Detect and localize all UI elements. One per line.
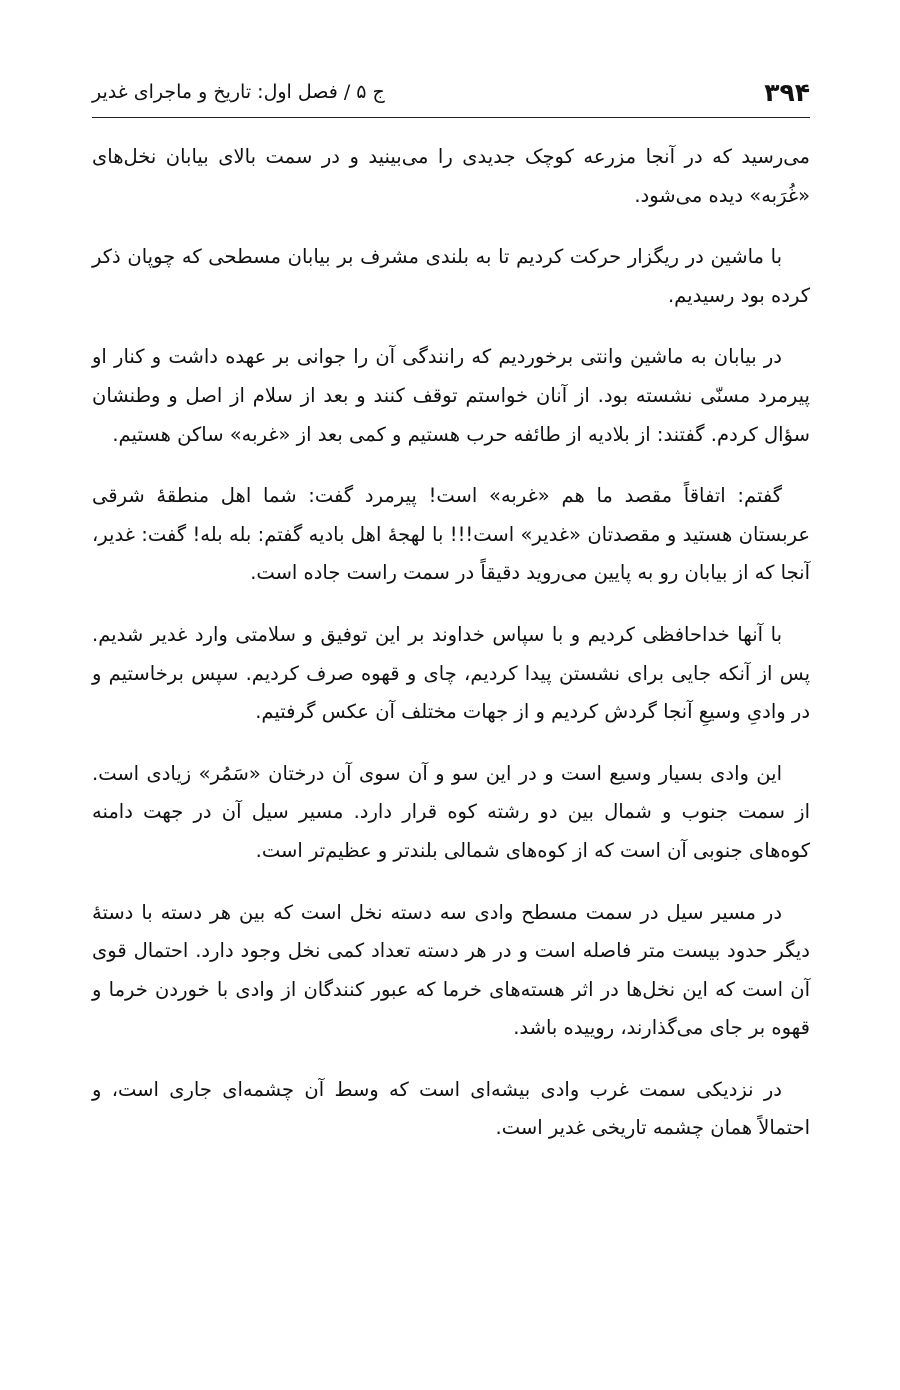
book-page	[92, 0, 810, 1390]
page-number: ۳۹۴	[764, 77, 810, 107]
paragraph: گفتم: اتفاقاً مقصد ما هم «غربه» است! پیرمرد گفت: شما اهل منطقهٔ شرقی عربستان هستید و مقصدتان «غدیر» است!!! با لهجهٔ اهل بادیه گفتم: بله بله! گفت: غدیر، آنجا که از بیابان رو به پایین می‌روید دقیقاً در سمت راست جاده است.	[92, 484, 810, 585]
paragraph: در مسیر سیل در سمت مسطح وادی سه دسته نخل است که بین هر دسته با دستهٔ دیگر حدود بیست متر فاصله است و در هر دسته تعداد کمی نخل وجود دارد. احتمال قوی آن است که این نخل‌ها در اثر هسته‌های خرما که عبور کنندگان از وادی با خوردن خرما و قهوه بر جای می‌گذارند، روییده باشد.	[92, 900, 810, 1040]
header-divider	[92, 117, 810, 118]
page-body	[92, 138, 810, 1171]
page-header	[92, 70, 810, 114]
running-title: ج ۵ / فصل اول: تاریخ و ماجرای غدیر	[92, 81, 385, 103]
paragraph: می‌رسید که در آنجا مزرعه کوچک جدیدی را می‌بینید و در سمت بالای بیابان نخل‌های «غُرَبه» دیده می‌شود.	[92, 145, 810, 207]
paragraph: در بیابان به ماشین وانتی برخوردیم که رانندگی آن را جوانی بر عهده داشت و کنار او پیرمرد مسنّی نشسته بود. از آنان خواستم توقف کنند و بعد از سلام از اصل و وطنشان سؤال کردم. گفتند: از بلادیه از طائفه حرب هستیم و کمی بعد از «غربه» ساکن هستیم.	[92, 345, 810, 446]
paragraph: در نزدیکی سمت غرب وادی بیشه‌ای است که وسط آن چشمه‌ای جاری است، و احتمالاً همان چشمه تاریخی غدیر است.	[92, 1077, 810, 1140]
paragraph: این وادی بسیار وسیع است و در این سو و آن سوی آن درختان «سَمُر» زیادی است. از سمت جنوب و شمال بین دو رشته کوه قرار دارد. مسیر سیل آن در جهت دامنه کوه‌های جنوبی آن است که از کوه‌های شمالی بلندتر و عظیم‌تر است.	[92, 761, 810, 862]
paragraph: با آنها خداحافظی کردیم و با سپاس خداوند بر این توفیق و سلامتی وارد غدیر شدیم. پس از آنکه جایی برای نشستن پیدا کردیم، چای و قهوه صرف کردیم. سپس برخاستیم و در وادیِ وسیعِ آنجا گردش کردیم و از جهات مختلف آن عکس گرفتیم.	[92, 622, 810, 724]
paragraph: با ماشین در ریگزار حرکت کردیم تا به بلندی مشرف بر بیابان مسطحی که چوپان ذکر کرده بود رسیدیم.	[92, 245, 810, 307]
